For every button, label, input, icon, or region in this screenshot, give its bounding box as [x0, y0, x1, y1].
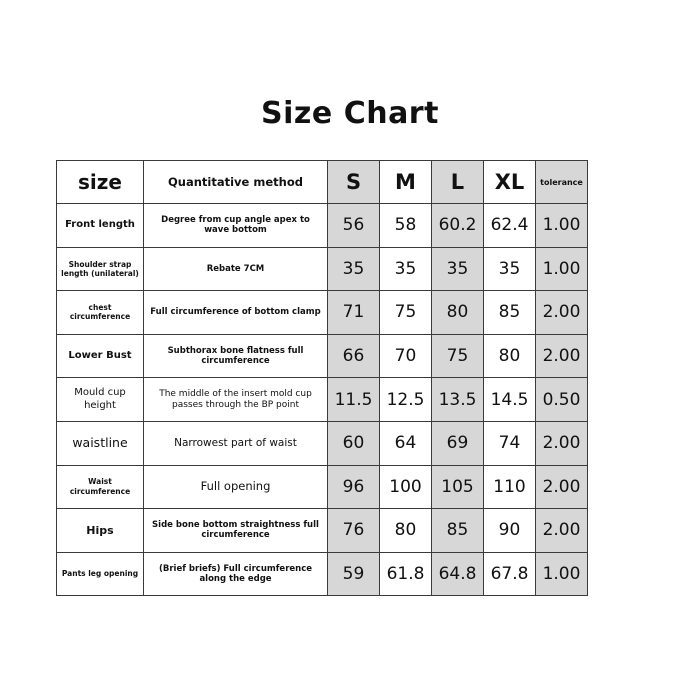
- table-row: [57, 334, 588, 378]
- row-method: Narrowest part of waist: [144, 421, 328, 465]
- row-method: Full circumference of bottom clamp: [144, 291, 328, 335]
- header-size-s: S: [328, 161, 380, 204]
- value-xl: 80: [484, 334, 536, 378]
- value-s: 66: [328, 334, 380, 378]
- table-row: [57, 378, 588, 422]
- value-l: 69: [432, 421, 484, 465]
- value-l: 75: [432, 334, 484, 378]
- value-l: 60.2: [432, 204, 484, 248]
- row-name: Shoulder strap length (unilateral): [57, 247, 144, 291]
- table-row: [57, 204, 588, 248]
- table-row: [57, 291, 588, 335]
- value-xl: 62.4: [484, 204, 536, 248]
- value-s: 71: [328, 291, 380, 335]
- value-tolerance: 2.00: [536, 465, 588, 509]
- size-chart-table: [56, 160, 588, 596]
- row-name: Hips: [57, 509, 144, 553]
- row-name: chest circumference: [57, 291, 144, 335]
- value-l: 13.5: [432, 378, 484, 422]
- value-l: 85: [432, 509, 484, 553]
- header-size: size: [57, 161, 144, 204]
- table-row: [57, 247, 588, 291]
- value-tolerance: 2.00: [536, 421, 588, 465]
- value-xl: 85: [484, 291, 536, 335]
- value-l: 64.8: [432, 552, 484, 596]
- value-s: 59: [328, 552, 380, 596]
- row-name: Lower Bust: [57, 334, 144, 378]
- value-s: 56: [328, 204, 380, 248]
- header-tolerance: tolerance: [536, 161, 588, 204]
- table-row: [57, 552, 588, 596]
- value-xl: 90: [484, 509, 536, 553]
- value-s: 35: [328, 247, 380, 291]
- value-m: 100: [380, 465, 432, 509]
- value-tolerance: 1.00: [536, 204, 588, 248]
- value-m: 61.8: [380, 552, 432, 596]
- value-s: 96: [328, 465, 380, 509]
- row-name: Front length: [57, 204, 144, 248]
- row-method: (Brief briefs) Full circumference along the edge: [144, 552, 328, 596]
- row-method: Subthorax bone flatness full circumference: [144, 334, 328, 378]
- value-l: 80: [432, 291, 484, 335]
- value-m: 80: [380, 509, 432, 553]
- value-tolerance: 2.00: [536, 509, 588, 553]
- row-name: Mould cup height: [57, 378, 144, 422]
- row-method: The middle of the insert mold cup passes through the BP point: [144, 378, 328, 422]
- value-m: 58: [380, 204, 432, 248]
- value-s: 76: [328, 509, 380, 553]
- row-method: Degree from cup angle apex to wave bottom: [144, 204, 328, 248]
- value-s: 60: [328, 421, 380, 465]
- table-row: [57, 421, 588, 465]
- value-l: 105: [432, 465, 484, 509]
- row-method: Full opening: [144, 465, 328, 509]
- value-m: 64: [380, 421, 432, 465]
- table-row: [57, 509, 588, 553]
- value-xl: 74: [484, 421, 536, 465]
- value-l: 35: [432, 247, 484, 291]
- value-xl: 67.8: [484, 552, 536, 596]
- value-tolerance: 2.00: [536, 334, 588, 378]
- value-s: 11.5: [328, 378, 380, 422]
- value-xl: 14.5: [484, 378, 536, 422]
- value-tolerance: 1.00: [536, 247, 588, 291]
- row-name: waistline: [57, 421, 144, 465]
- value-m: 12.5: [380, 378, 432, 422]
- page-title: Size Chart: [261, 96, 439, 131]
- header-size-l: L: [432, 161, 484, 204]
- header-size-xl: XL: [484, 161, 536, 204]
- row-method: Side bone bottom straightness full circumference: [144, 509, 328, 553]
- row-name: Waist circumference: [57, 465, 144, 509]
- value-tolerance: 2.00: [536, 291, 588, 335]
- value-tolerance: 0.50: [536, 378, 588, 422]
- header-row: [57, 161, 588, 204]
- table-row: [57, 465, 588, 509]
- header-method: Quantitative method: [144, 161, 328, 204]
- value-m: 75: [380, 291, 432, 335]
- row-method: Rebate 7CM: [144, 247, 328, 291]
- value-m: 35: [380, 247, 432, 291]
- value-m: 70: [380, 334, 432, 378]
- value-xl: 35: [484, 247, 536, 291]
- value-tolerance: 1.00: [536, 552, 588, 596]
- header-size-m: M: [380, 161, 432, 204]
- value-xl: 110: [484, 465, 536, 509]
- row-name: Pants leg opening: [57, 552, 144, 596]
